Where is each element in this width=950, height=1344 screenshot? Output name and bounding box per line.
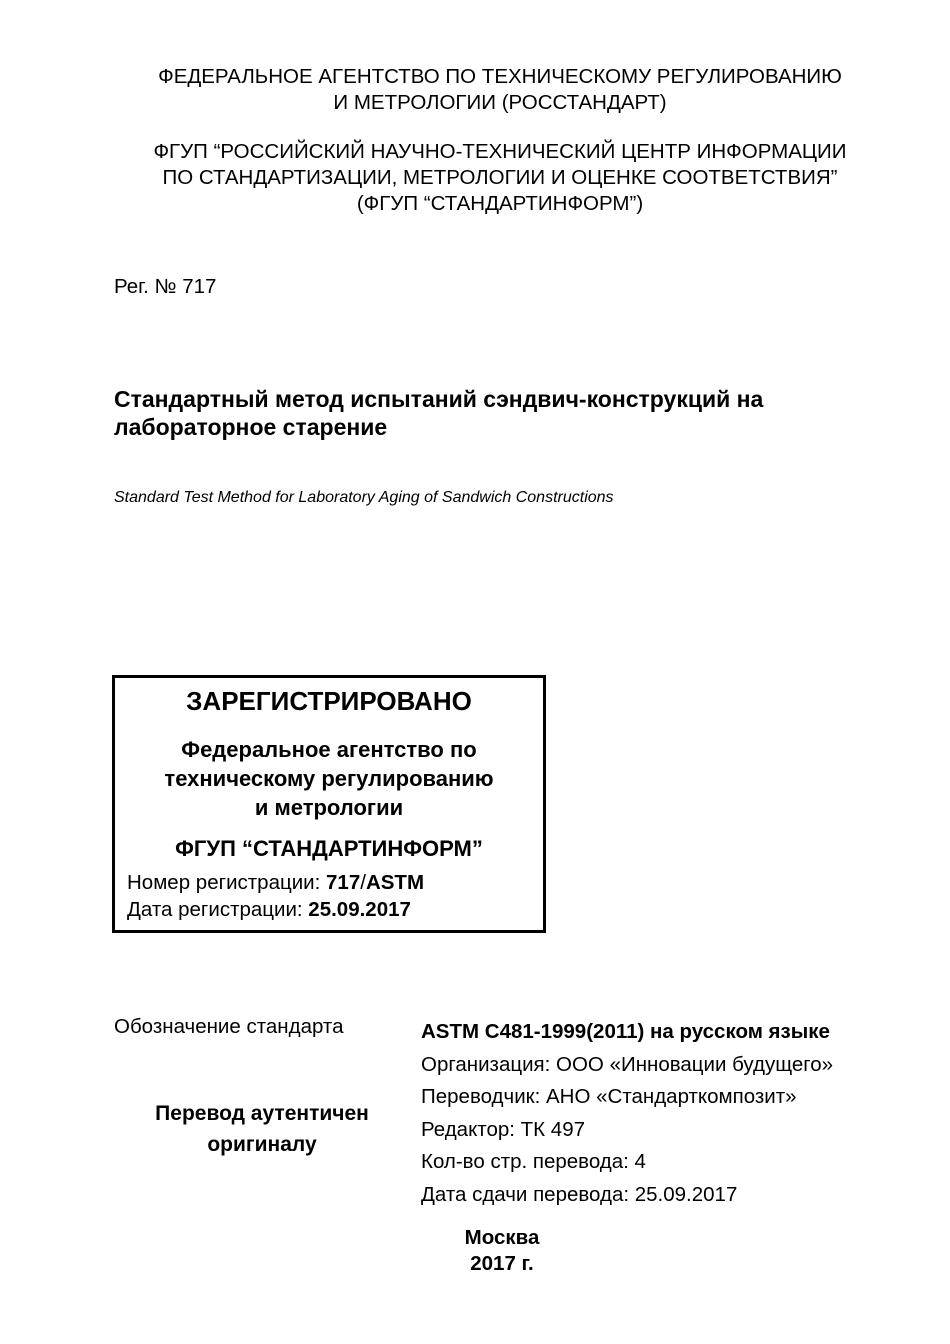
organization: Организация: ООО «Инновации будущего» xyxy=(421,1052,834,1076)
stamp-heading: ЗАРЕГИСТРИРОВАНО xyxy=(186,686,472,716)
footer-city: Москва xyxy=(464,1226,540,1249)
stamp-agency xyxy=(115,735,543,822)
agency-header xyxy=(100,64,900,116)
agency-line-1: ФЕДЕРАЛЬНОЕ АГЕНТСТВО ПО ТЕХНИЧЕСКОМУ РЕГУЛИРОВАНИЮ xyxy=(158,65,842,88)
designation-label: Обозначение стандарта xyxy=(114,1015,344,1038)
stamp-agency-line-1: Федеральное агентство по xyxy=(181,737,477,762)
footer-year: 2017 г. xyxy=(470,1252,534,1275)
registration-stamp xyxy=(112,675,546,933)
translation-details xyxy=(421,1016,931,1211)
standard-designation: ASTM C481-1999(2011) на русском языке xyxy=(421,1020,830,1043)
title-ru-line-1: Стандартный метод испытаний сэндвич-конструкций на xyxy=(114,386,764,412)
stamp-regnum-suffix: ASTM xyxy=(365,871,425,894)
center-header xyxy=(100,139,900,217)
stamp-agency-line-2: техническому регулированию xyxy=(164,766,494,791)
stamp-agency-line-3: и метрологии xyxy=(254,795,404,820)
translator: Переводчик: АНО «Стандарткомпозит» xyxy=(421,1085,797,1108)
page-count: Кол-во стр. перевода: 4 xyxy=(421,1150,646,1173)
stamp-registration-number xyxy=(127,871,424,895)
center-line-1: ФГУП “РОССИЙСКИЙ НАУЧНО-ТЕХНИЧЕСКИЙ ЦЕНТР ИНФОРМАЦИИ xyxy=(153,140,847,163)
center-line-3: (ФГУП “СТАНДАРТИНФОРМ”) xyxy=(356,192,644,215)
document-title-ru xyxy=(114,385,894,441)
stamp-regdate-value: 25.09.2017 xyxy=(308,898,411,921)
authentic-note xyxy=(112,1098,412,1160)
authentic-line-1: Перевод аутентичен xyxy=(155,1102,369,1125)
stamp-regnum-sep: / xyxy=(360,871,366,894)
agency-line-2: И МЕТРОЛОГИИ (РОССТАНДАРТ) xyxy=(333,91,667,114)
center-line-2: ПО СТАНДАРТИЗАЦИИ, МЕТРОЛОГИИ И ОЦЕНКЕ СООТВЕТСТВИЯ” xyxy=(162,166,838,189)
submission-date: Дата сдачи перевода: 25.09.2017 xyxy=(421,1182,738,1206)
editor: Редактор: ТК 497 xyxy=(421,1117,585,1141)
stamp-regnum-value: 717 xyxy=(326,871,361,894)
footer xyxy=(402,1225,602,1277)
authentic-line-2: оригиналу xyxy=(207,1133,317,1156)
stamp-center: ФГУП “СТАНДАРТИНФОРМ” xyxy=(175,836,483,861)
registration-number: Рег. № 717 xyxy=(114,275,217,298)
stamp-registration-date xyxy=(127,898,411,922)
document-title-en: Standard Test Method for Laboratory Aging of Sandwich Constructions xyxy=(114,489,614,506)
stamp-regdate-label: Дата регистрации: xyxy=(127,898,309,921)
title-ru-line-2: лабораторное старение xyxy=(114,414,388,440)
stamp-regnum-label: Номер регистрации: xyxy=(127,871,327,894)
